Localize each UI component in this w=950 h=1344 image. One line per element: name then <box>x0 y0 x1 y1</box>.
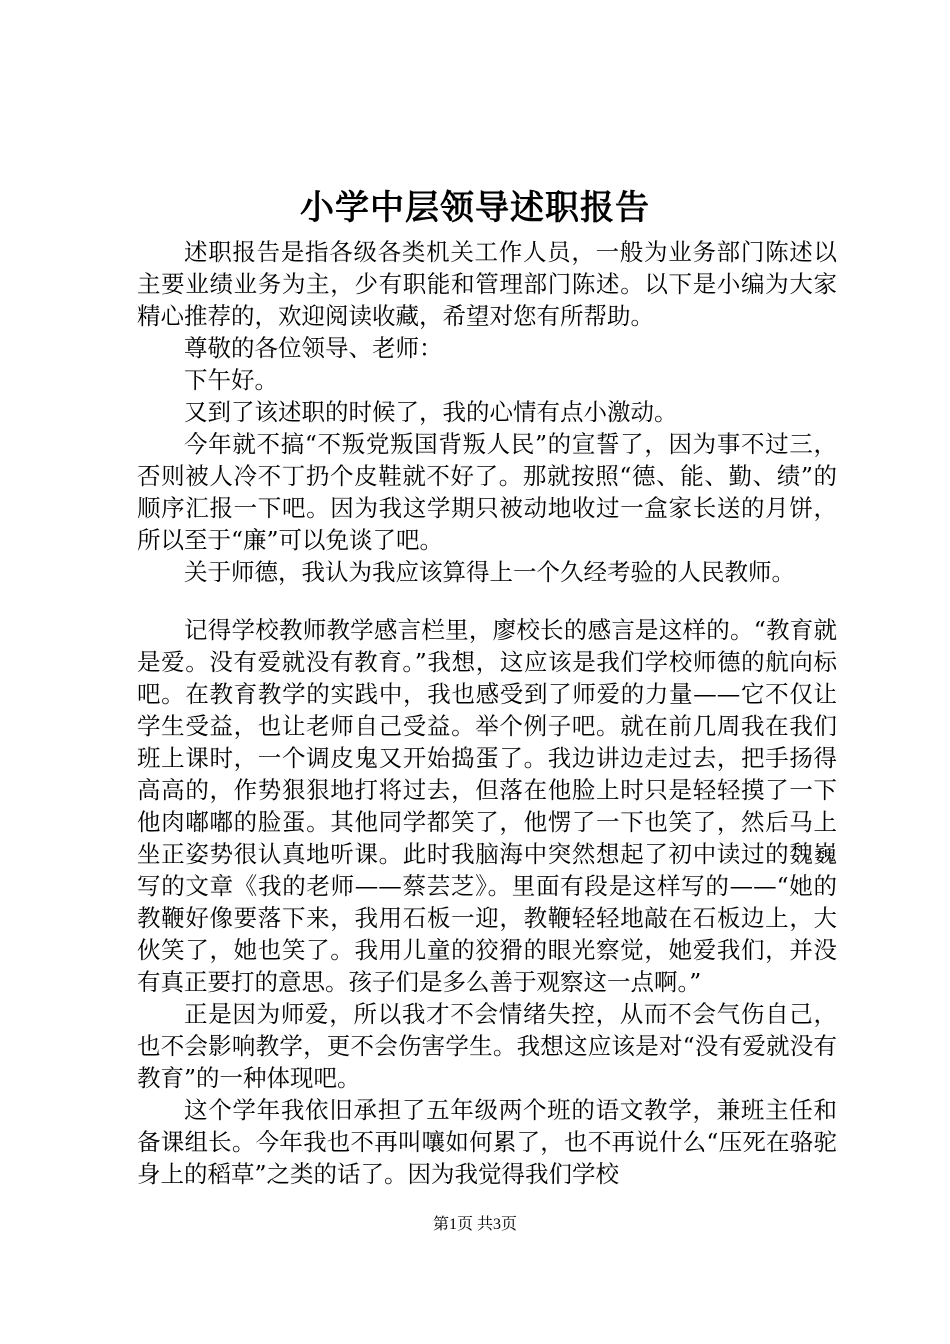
paragraph-intro: 述职报告是指各级各类机关工作人员，一般为业务部门陈述以主要业绩业务为主，少有职能和管理部门陈述。以下是小编为大家精心推荐的，欢迎阅读收藏，希望对您有所帮助。 <box>137 238 837 330</box>
paragraph-oath: 今年就不搞“不叛党叛国背叛人民”的宣誓了，因为事不过三，否则被人冷不丁扔个皮鞋就不好了。那就按照“德、能、勤、绩”的顺序汇报一下吧。因为我这学期只被动地收过一盒家长送的月饼，所以至于“廉”可以免谈了吧。 <box>137 430 837 554</box>
paragraph-workload: 这个学年我依旧承担了五年级两个班的语文教学，兼班主任和备课组长。今年我也不再叫嚷如何累了，也不再说什么“压死在骆驼身上的稻草”之类的话了。因为我觉得我们学校 <box>137 1096 837 1188</box>
paragraph-teacher-love: 记得学校教师教学感言栏里，廖校长的感言是这样的。“教育就是爱。没有爱就没有教育。”我想，这应该是我们学校师德的航向标吧。在教育教学的实践中，我也感受到了师爱的力量——它不仅让学生受益，也让老师自己受益。举个例子吧。就在前几周我在我们班上课时，一个调皮鬼又开始捣蛋了。我边讲边走过去，把手扬得高高的，作势狠狠地打将过去，但落在他脸上时只是轻轻摸了一下他肉嘟嘟的脸蛋。其他同学都笑了，他愣了一下也笑了，然后马上坐正姿势很认真地听课。此时我脑海中突然想起了初中读过的魏巍写的文章《我的老师——蔡芸芝》。里面有段是这样写的——“她的教鞭好像要落下来，我用石板一迎，教鞭轻轻地敲在石板边上，大伙笑了，她也笑了。我用儿童的狡猾的眼光察觉，她爱我们，并没有真正要打的意思。孩子们是多么善于观察这一点啊。” <box>137 616 837 996</box>
document-title: 小学中层领导述职报告 <box>300 188 650 228</box>
paragraph-reflection: 正是因为师爱，所以我才不会情绪失控，从而不会气伤自己，也不会影响教学，更不会伤害学生。我想这应该是对“没有爱就没有教育”的一种体现吧。 <box>137 1000 837 1092</box>
document-body <box>137 236 837 1190</box>
paragraph-salutation: 尊敬的各位领导、老师： <box>184 334 443 362</box>
paragraph-greeting: 下午好。 <box>184 366 278 394</box>
paragraph-opening: 又到了该述职的时候了，我的心情有点小激动。 <box>184 398 678 426</box>
paragraph-ethics-intro: 关于师德，我认为我应该算得上一个久经考验的人民教师。 <box>184 558 795 586</box>
page-footer: 第1页 共3页 <box>432 1216 517 1233</box>
